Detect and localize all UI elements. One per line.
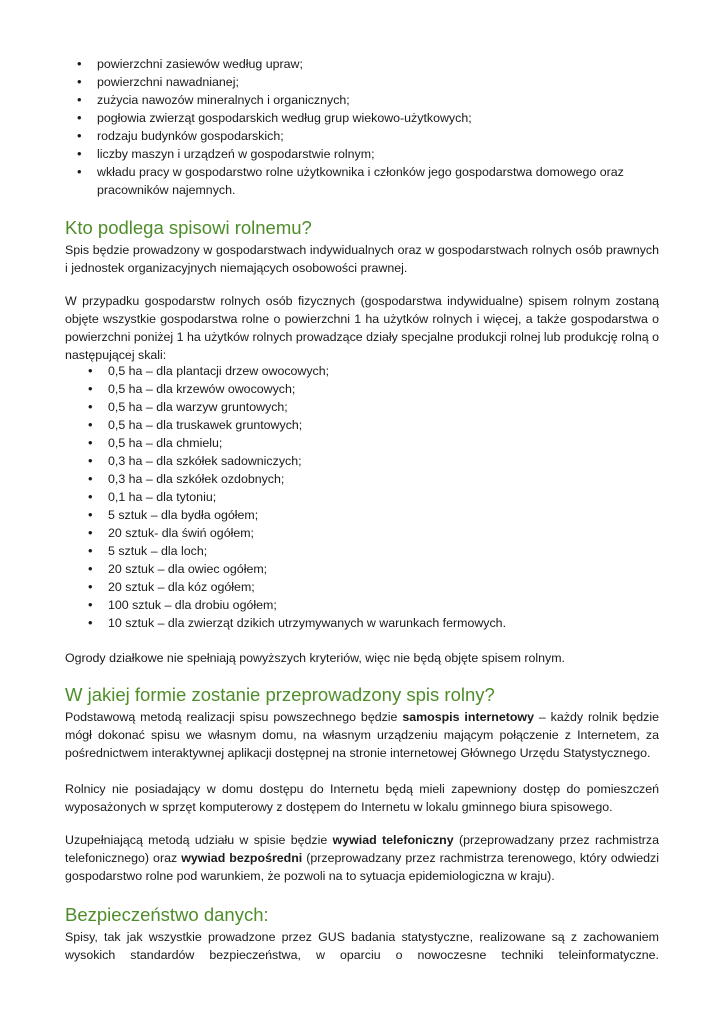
paragraph (65, 831, 659, 885)
list-item: • powierzchni nawadnianej; (97, 73, 677, 91)
emphasis-text: wywiad bezpośredni (181, 851, 303, 865)
text-run: (przeprowadzany przez rachmistrza terenowego, który odwiedzi gospodarstwo rolne pod warunkiem, że pozwoli na to sytuacja epidemiologiczna w kraju). (65, 851, 659, 883)
list-item: • 100 sztuk – dla drobiu ogółem; (108, 596, 668, 614)
paragraph: Ogrody działkowe nie spełniają powyższych kryteriów, więc nie będą objęte spisem rolnym. (65, 651, 565, 665)
list-item: • 0,5 ha – dla krzewów owocowych; (108, 380, 668, 398)
list-item: • 20 sztuk – dla owiec ogółem; (108, 560, 668, 578)
text-run: Podstawową metodą realizacji spisu powszechnego będzie (65, 710, 403, 724)
emphasis-text: samospis internetowy (402, 710, 534, 724)
section-heading-security: Bezpieczeństwo danych: (65, 904, 269, 925)
list-item: • powierzchni zasiewów według upraw; (97, 55, 677, 73)
list-item: • 0,3 ha – dla szkółek ozdobnych; (108, 470, 668, 488)
list-item: • 5 sztuk – dla loch; (108, 542, 668, 560)
section-heading-form: W jakiej formie zostanie przeprowadzony spis rolny? (65, 684, 495, 705)
list-item: • zużycia nawozów mineralnych i organicznych; (97, 91, 677, 109)
paragraph: Spisy, tak jak wszystkie prowadzone przez GUS badania statystyczne, realizowane są z zachowaniem wysokich standardów bezpieczeństwa, w oparciu o nowoczesne techniki teleinformatyczne. (65, 930, 659, 962)
list-item: • 20 sztuk – dla kóz ogółem; (108, 578, 668, 596)
paragraph (65, 708, 659, 762)
list-item: • rodzaju budynków gospodarskich; (97, 127, 677, 145)
list-item: • 5 sztuk – dla bydła ogółem; (108, 506, 668, 524)
list-item: • 0,1 ha – dla tytoniu; (108, 488, 668, 506)
list-item: • wkładu pracy w gospodarstwo rolne użytkownika i członków jego gospodarstwa domowego oraz pracowników najemnych. (97, 163, 657, 199)
list-item: • 20 sztuk- dla świń ogółem; (108, 524, 668, 542)
scale-thresholds-list (108, 362, 668, 632)
text-run: – każdy rolnik będzie mógł dokonać spisu we własnym domu, na własnym urządzeniu mającym połączenie z Internetem, za pośrednictwem interaktywnej aplikacji dostępnej na stronie internetowej Głównego Urzędu Statystycznego. (65, 710, 659, 760)
paragraph: Spis będzie prowadzony w gospodarstwach indywidualnych oraz w gospodarstwach rolnych osób prawnych i jednostek organizacyjnych niemających osobowości prawnej. (65, 243, 659, 275)
list-item: • pogłowia zwierząt gospodarskich według grup wiekowo-użytkowych; (97, 109, 677, 127)
section-heading-who: Kto podlega spisowi rolnemu? (65, 217, 312, 238)
list-item: • liczby maszyn i urządzeń w gospodarstwie rolnym; (97, 145, 677, 163)
survey-scope-list (97, 55, 677, 199)
text-run: Uzupełniającą metodą udziału w spisie będzie (65, 833, 333, 847)
text-run: (przeprowadzany przez rachmistrza telefonicznego) oraz (65, 833, 659, 865)
list-item: • 0,5 ha – dla truskawek gruntowych; (108, 416, 668, 434)
list-item: • 0,5 ha – dla plantacji drzew owocowych; (108, 362, 668, 380)
paragraph: Rolnicy nie posiadający w domu dostępu do Internetu będą mieli zapewniony dostęp do pomieszczeń wyposażonych w sprzęt komputerowy z dostępem do Internetu w lokalu gminnego biura spisowego. (65, 782, 659, 814)
emphasis-text: wywiad telefoniczny (332, 833, 454, 847)
list-item: • 0,5 ha – dla chmielu; (108, 434, 668, 452)
paragraph: W przypadku gospodarstw rolnych osób fizycznych (gospodarstwa indywidualne) spisem rolnym zostaną objęte wszystkie gospodarstwa rolne o powierzchni 1 ha użytków rolnych i więcej, a także gospodarstwa o powierzchni poniżej 1 ha użytków rolnych prowadzące działy specjalne produkcji rolnej lub produkcję rolną o następującej skali: (65, 294, 659, 362)
list-item: • 0,3 ha – dla szkółek sadowniczych; (108, 452, 668, 470)
list-item: • 10 sztuk – dla zwierząt dzikich utrzymywanych w warunkach fermowych. (108, 614, 668, 632)
list-item: • 0,5 ha – dla warzyw gruntowych; (108, 398, 668, 416)
